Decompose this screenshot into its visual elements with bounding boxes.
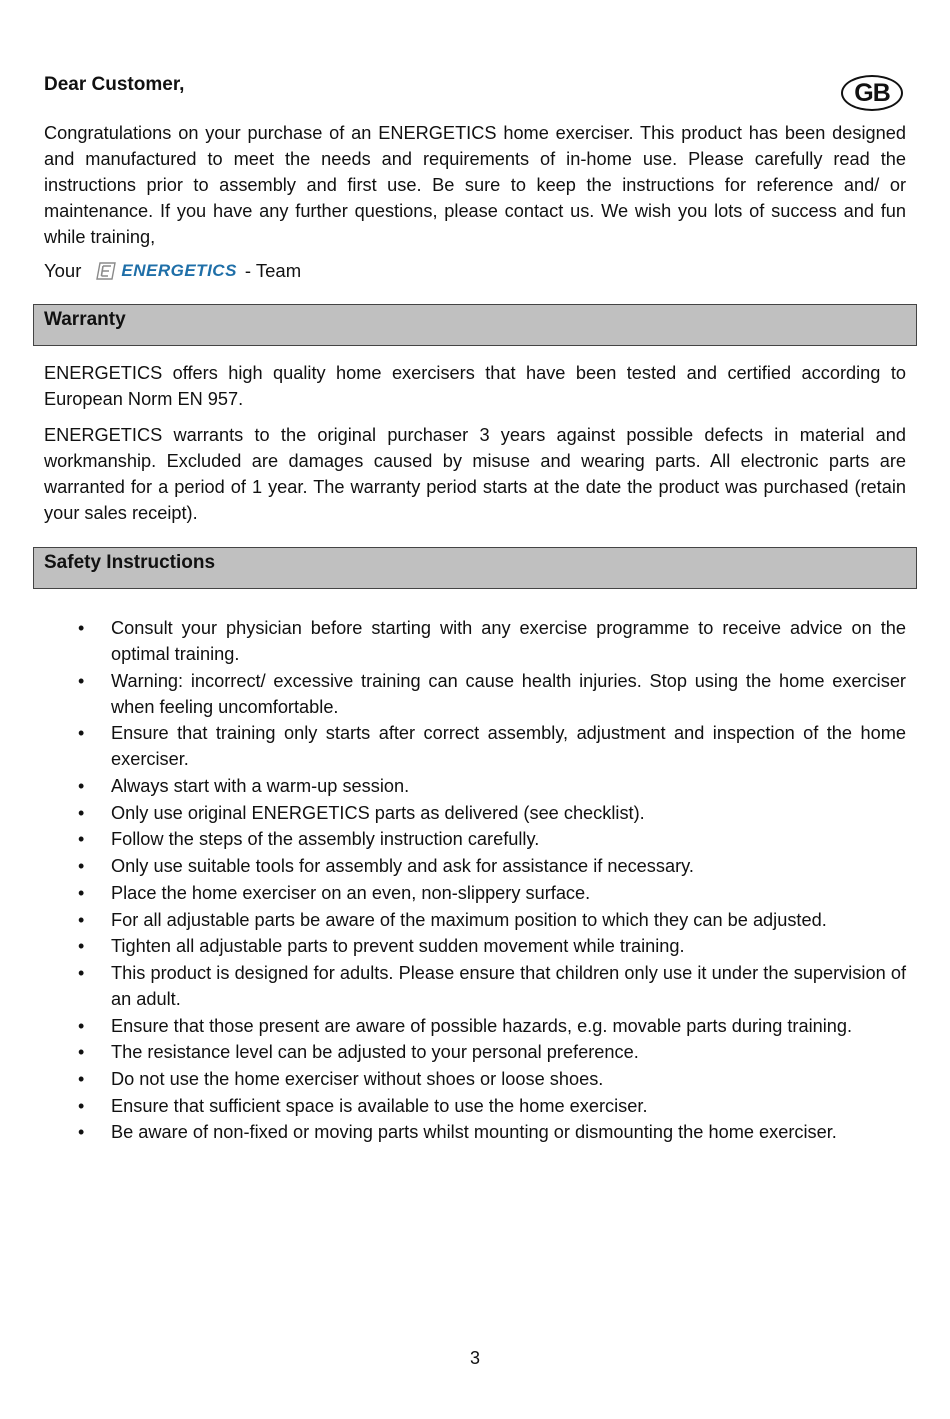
- country-badge: GB: [841, 75, 903, 111]
- bullet-icon: •: [78, 882, 85, 903]
- safety-list: [44, 615, 906, 1146]
- safety-heading-bar: [33, 547, 917, 589]
- salutation: Dear Customer,: [44, 74, 185, 95]
- list-item: • Place the home exerciser on an even, non-slippery surface.: [44, 880, 906, 906]
- bullet-icon: •: [78, 670, 85, 691]
- bullet-icon: •: [78, 776, 85, 797]
- bullet-icon: •: [78, 1015, 85, 1036]
- bullet-icon: •: [78, 1042, 85, 1063]
- bullet-icon: •: [78, 909, 85, 930]
- warranty-paragraph-1: ENERGETICS offers high quality home exercisers that have been tested and certified according to European Norm EN 957.: [44, 363, 906, 409]
- energetics-logo-icon: [95, 261, 117, 281]
- list-item: • Only use suitable tools for assembly and ask for assistance if necessary.: [44, 853, 906, 879]
- energetics-logo: [95, 261, 237, 281]
- list-item: • Do not use the home exerciser without shoes or loose shoes.: [44, 1066, 906, 1092]
- safety-heading: Safety Instructions: [44, 552, 216, 573]
- warranty-heading: Warranty: [44, 309, 126, 330]
- list-item: • The resistance level can be adjusted to your personal preference.: [44, 1039, 906, 1065]
- list-item: • Ensure that those present are aware of possible hazards, e.g. movable parts during training.: [44, 1013, 906, 1039]
- page-number: 3: [469, 1348, 480, 1368]
- list-item: • Always start with a warm-up session.: [44, 773, 906, 799]
- bullet-icon: •: [78, 1068, 85, 1089]
- list-item: • Follow the steps of the assembly instruction carefully.: [44, 826, 906, 852]
- bullet-icon: •: [78, 1122, 85, 1143]
- list-item: • Ensure that sufficient space is available to use the home exerciser.: [44, 1093, 906, 1119]
- bullet-icon: •: [78, 936, 85, 957]
- list-item: • Consult your physician before starting with any exercise programme to receive advice on the optimal training.: [44, 615, 906, 667]
- bullet-icon: •: [78, 723, 85, 744]
- intro-paragraph: Congratulations on your purchase of an ENERGETICS home exerciser. This product has been designed and manufactured to meet the needs and requirements of in-home use. Please carefully read the instructions prior to assembly and first use. Be sure to keep the instructions for reference and/ or maintenance. If you have any further questions, please contact us. We wish you lots of success and fun while training,: [44, 123, 906, 247]
- bullet-icon: •: [78, 856, 85, 877]
- signature-line: [44, 258, 301, 284]
- list-item: • For all adjustable parts be aware of the maximum position to which they can be adjusted.: [44, 907, 906, 933]
- list-item: • Tighten all adjustable parts to prevent sudden movement while training.: [44, 933, 906, 959]
- list-item: • Ensure that training only starts after correct assembly, adjustment and inspection of the home exerciser.: [44, 720, 906, 772]
- list-item: • Warning: incorrect/ excessive training can cause health injuries. Stop using the home exerciser when feeling uncomfortable.: [44, 668, 906, 720]
- brand-name: ENERGETICS: [121, 261, 237, 280]
- list-item: • Be aware of non-fixed or moving parts whilst mounting or dismounting the home exerciser.: [44, 1119, 906, 1145]
- bullet-icon: •: [78, 618, 85, 638]
- warranty-paragraph-2: ENERGETICS warrants to the original purchaser 3 years against possible defects in material and workmanship. Excluded are damages caused by misuse and wearing parts. All electronic parts are warranted for a period of 1 year. The warranty period starts at the date the product was purchased (retain your sales receipt).: [44, 425, 906, 523]
- bullet-icon: •: [78, 962, 85, 983]
- warranty-heading-bar: [33, 304, 917, 346]
- list-item: • Only use original ENERGETICS parts as delivered (see checklist).: [44, 800, 906, 826]
- bullet-icon: •: [78, 1095, 85, 1116]
- bullet-icon: •: [78, 829, 85, 850]
- sign-suffix: - Team: [244, 260, 302, 281]
- sign-prefix: Your: [44, 260, 82, 281]
- bullet-icon: •: [78, 802, 85, 823]
- list-item: • This product is designed for adults. Please ensure that children only use it under the supervision of an adult.: [44, 960, 906, 1012]
